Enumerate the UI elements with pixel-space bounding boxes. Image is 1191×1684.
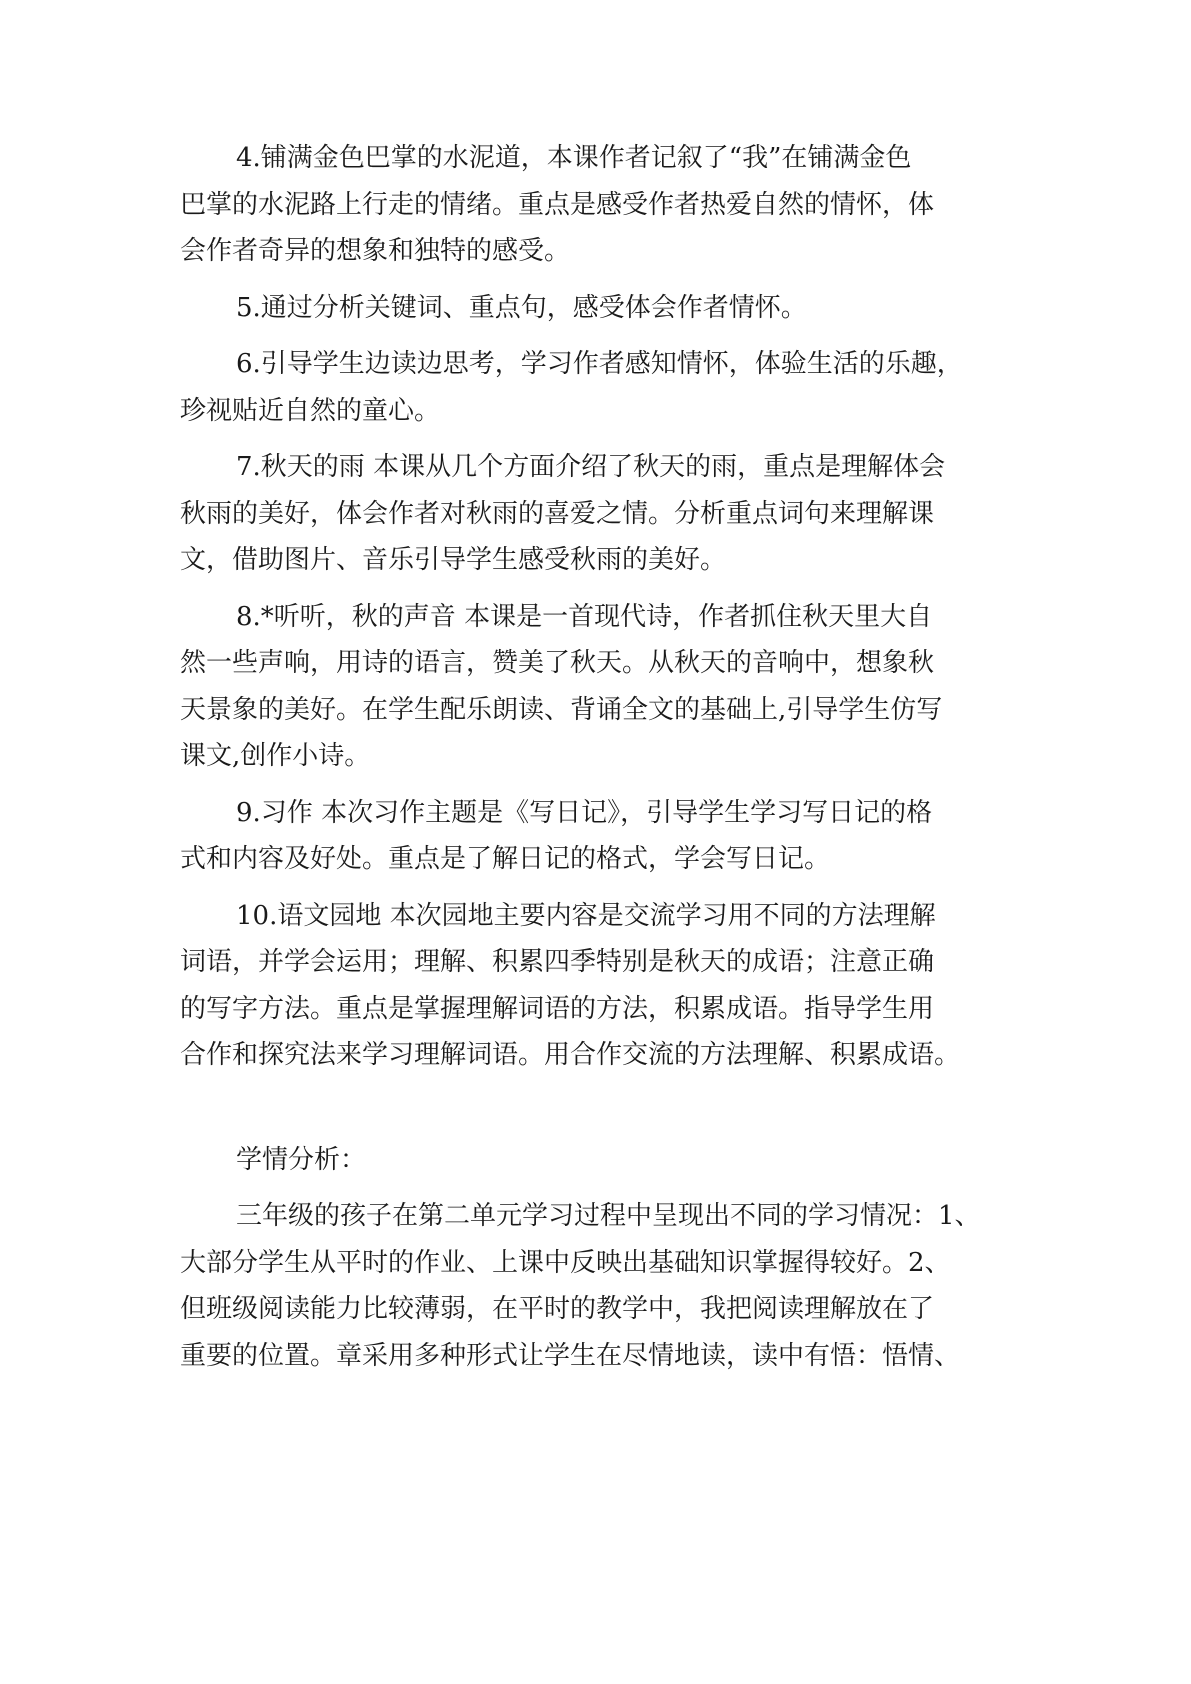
paragraph-line: 词语，并学会运用；理解、积累四季特别是秋天的成语；注意正确 <box>180 947 935 977</box>
paragraph-10 <box>180 893 1040 1079</box>
paragraph-line: 式和内容及好处。重点是了解日记的格式，学会写日记。 <box>180 844 831 874</box>
document-body <box>180 135 1040 1379</box>
paragraph-9 <box>180 790 1040 883</box>
paragraph-line: 秋雨的美好，体会作者对秋雨的喜爱之情。分析重点词句来理解课 <box>180 498 935 529</box>
analysis-paragraph <box>180 1193 1040 1379</box>
paragraph-5 <box>180 285 1040 332</box>
paragraph-8 <box>180 594 1040 780</box>
paragraph-line: 三年级的孩子在第二单元学习过程中呈现出不同的学习情况：1、 <box>236 1201 981 1231</box>
paragraph-6 <box>180 341 1040 434</box>
paragraph-line: 10.语文园地 本次园地主要内容是交流学习用不同的方法理解 <box>236 900 936 931</box>
paragraph-line: 4.铺满金色巴掌的水泥道，本课作者记叙了“我”在铺满金色 <box>236 143 912 173</box>
paragraph-line: 会作者奇异的想象和独特的感受。 <box>180 236 571 266</box>
paragraph-line: 珍视贴近自然的童心。 <box>180 395 441 426</box>
paragraph-line: 7.秋天的雨 本课从几个方面介绍了秋天的雨，重点是理解体会 <box>236 452 946 482</box>
paragraph-line: 8.*听听，秋的声音 本课是一首现代诗，作者抓住秋天里大自 <box>236 601 933 632</box>
paragraph-7 <box>180 444 1040 584</box>
paragraph-line: 重要的位置。章采用多种形式让学生在尽情地读，读中有悟：悟情、 <box>180 1340 961 1371</box>
paragraph-line: 课文,创作小诗。 <box>180 741 371 771</box>
paragraph-line: 文，借助图片、音乐引导学生感受秋雨的美好。 <box>180 545 727 575</box>
section-heading: 学情分析： <box>236 1144 367 1175</box>
paragraph-line: 但班级阅读能力比较薄弱，在平时的教学中，我把阅读理解放在了 <box>180 1294 935 1324</box>
paragraph-line: 然一些声响，用诗的语言，赞美了秋天。从秋天的音响中，想象秋 <box>180 648 935 678</box>
paragraph-line: 巴掌的水泥路上行走的情绪。重点是感受作者热爱自然的情怀，体 <box>180 189 935 220</box>
paragraph-line: 合作和探究法来学习理解词语。用合作交流的方法理解、积累成语。 <box>180 1040 961 1070</box>
paragraph-line: 天景象的美好。在学生配乐朗读、背诵全文的基础上,引导学生仿写 <box>180 694 943 725</box>
paragraph-4 <box>180 135 1040 275</box>
paragraph-line: 5.通过分析关键词、重点句，感受体会作者情怀。 <box>236 292 807 323</box>
paragraph-line: 大部分学生从平时的作业、上课中反映出基础知识掌握得较好。2、 <box>180 1247 951 1278</box>
paragraph-line: 的写字方法。重点是掌握理解词语的方法，积累成语。指导学生用 <box>180 993 935 1024</box>
paragraph-line: 9.习作 本次习作主题是《写日记》，引导学生学习写日记的格 <box>236 797 933 828</box>
paragraph-line: 6.引导学生边读边思考，学习作者感知情怀，体验生活的乐趣， <box>236 349 963 379</box>
